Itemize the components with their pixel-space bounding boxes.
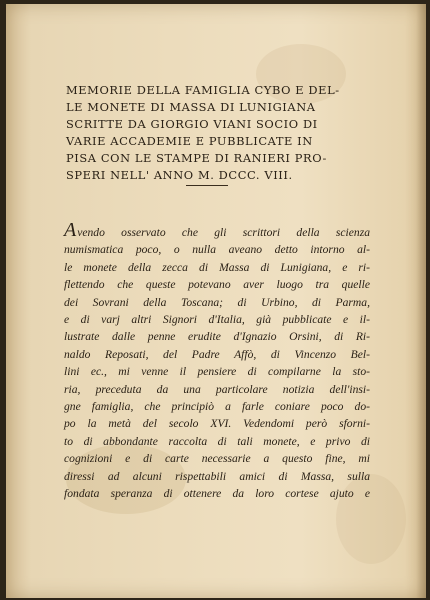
- body-line: lustrate dalle penne erudite d'Ignazio Orsini, di Ri-: [64, 330, 370, 344]
- body-line: flettendo che queste potevano aver luogo tra quelle: [64, 278, 370, 292]
- drop-cap: A: [64, 219, 77, 241]
- document-heading: [66, 82, 366, 184]
- body-line: lini ec., mi venne il pensiere di compilarne la sto-: [64, 365, 370, 379]
- heading-line: LE MONETE DI MASSA DI LUNIGIANA: [66, 100, 316, 114]
- body-line: e di varj altri Signori d'Italia, già pubblicate e il-: [64, 313, 370, 327]
- body-paragraph: [64, 219, 370, 503]
- heading-line: MEMORIE DELLA FAMIGLIA CYBO E DEL-: [66, 83, 340, 97]
- heading-line: SPERI NELL' ANNO M. DCCC. VIII.: [66, 168, 293, 182]
- body-line: po la metà del secolo XVI. Vedendomi però sforni-: [64, 417, 370, 431]
- body-line-text: vendo osservato che gli scrittori della scienza: [77, 226, 370, 239]
- body-line: cognizioni e di carte necessarie a questo fine, mi: [64, 452, 370, 466]
- body-line: ria, preceduta da una particolare notizia dell'insi-: [64, 382, 370, 396]
- heading-line: VARIE ACCADEMIE E PUBBLICATE IN: [66, 134, 313, 148]
- body-line: diressi ad alcuni rispettabili amici di Massa, sulla: [64, 469, 370, 483]
- body-line: le monete della zecca di Massa di Lunigiana, e ri-: [64, 260, 370, 274]
- separator-rule: [186, 185, 228, 186]
- document-page: [6, 4, 426, 598]
- body-line: numismatica poco, o nulla aveano detto intorno al-: [64, 243, 370, 257]
- body-line: naldo Reposati, del Padre Affò, di Vincenzo Bel-: [64, 347, 370, 361]
- body-line: fondata speranza di ottenere da loro cortese ajuto e: [64, 487, 370, 501]
- heading-line: SCRITTE DA GIORGIO VIANI SOCIO DI: [66, 117, 318, 131]
- body-line: to di abbondante raccolta di tali monete, e privo di: [64, 434, 370, 448]
- heading-line: PISA CON LE STAMPE DI RANIERI PRO-: [66, 151, 327, 165]
- body-line: dei Sovrani della Toscana; di Urbino, di Parma,: [64, 295, 370, 309]
- body-line: gne famiglia, che principiò a farle coniare poco do-: [64, 400, 370, 414]
- body-line-first: [64, 219, 370, 241]
- page-edge-shadow: [416, 4, 426, 598]
